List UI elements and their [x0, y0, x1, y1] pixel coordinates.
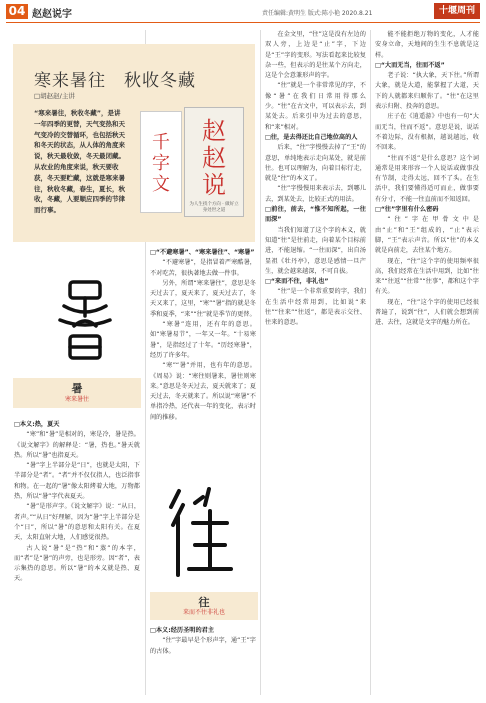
subheading: □“大而无当，往而不返” — [375, 61, 445, 69]
subheading: □往，是去得还比自己地位高的人 — [265, 133, 358, 141]
article-column-3 — [265, 30, 366, 698]
book-cover-back — [140, 111, 182, 213]
paragraph: “暑”是形声字。《说文解字》说：“从日，者声。”“从日”好理解，因为“暑”字上半部分是个“日”，所以“暑”的意思和太阳有关。在夏天，太阳直射大地，人们感觉很热。 — [14, 503, 140, 542]
paragraph: 老子说：“执大象，天下往。”所谓大象，就是大道，能掌握了大道，天下的人就都来归顺你了。“往”在这里表示归附、投奔的意思。 — [375, 72, 479, 111]
column-divider — [370, 30, 371, 695]
paragraph: “暑”字上半部分是“日”，也就是太阳，下半部分是“者”。“者”并不仅仅指人，也泛指事和物。在一起的“暑”像太阳烤着大地，万物都热，所以“暑”字代表夏天。 — [14, 462, 140, 501]
paragraph: 现在，“往”这个字的使用已经很普遍了，说到“往”，人们就会想到前进、去往，这就是文字的魅力所在。 — [375, 298, 479, 327]
subheading: □本义:经历圣明的君主 — [150, 627, 215, 634]
caption-character: 暑 — [71, 382, 83, 395]
paragraph: 在金文里，“往”这是没有左边的双人旁，上边是“止”字，下边是“王”字的变形。写法看起来比较复杂一些，但表示的是往某个方向走，这是个会意兼形声的字。 — [265, 31, 366, 80]
page-header — [0, 0, 486, 22]
caption-phrase: 来而不往非礼也 — [182, 609, 225, 616]
paragraph: 后来，“往”字慢慢去掉了“王”的意思，单纯地表示走向某处，就是前往。也可以理解为，向着目标行走，就是“往”的本义了。 — [265, 144, 366, 183]
caption-character: 往 — [198, 596, 210, 609]
paragraph: 现在，“往”这个字的使用频率很高，我们经常在生活中用到，比如“往来”“往返”“往常”“往事”，都和这个字有关。 — [375, 257, 479, 296]
paragraph: 当我们知道了这个字的本义，就知道“往”是往前走，向着某个目标前进，不能退缩。“一往而深”，出自汤显祖《牡丹亭》，意思是感情一旦产生，就会越来越深，不可自拔。 — [265, 226, 366, 275]
caption-phrase: 寒来暑往 — [64, 396, 89, 403]
book-cover-image — [140, 107, 245, 215]
book-title-left: 千字文 — [152, 132, 170, 195]
header-rule — [6, 22, 480, 23]
paragraph: 古人说“暑”是“热”和“蒸”的本字，而“者”是“暑”的声旁，也是形旁。因“者”，表示集热的意思。所以“暑”的本义就是热、夏天。 — [14, 544, 140, 583]
article-column-4 — [375, 30, 479, 698]
subheading: □前往，前去，“惟不知所起，一往而深” — [265, 206, 366, 224]
subheading: □本义:热，夏天 — [14, 421, 60, 428]
paragraph: “寒暑”连用，还有年的意思。如“寒暑易节”，一年又一年。“十易寒暑”，是指经过了十年。“历经寒暑”，经历了许多年。 — [150, 321, 256, 359]
article-column-2-continued — [150, 626, 256, 698]
subheading: □“往”字里有什么密码 — [375, 206, 439, 214]
paragraph: “往”就是一个非常常见的字，不像“暑”在我们日常用得那么少。“往”在古文中，可以表示去，到某处去。后来引申为过去的意思，和“来”相对。 — [265, 82, 366, 131]
article-column-2 — [150, 248, 256, 480]
paragraph: “寒”和“暑”是相对的，寒是冷，暑是热。《说文解字》的解释是：“暑，热也。”暑天就热。所以“暑”也指夏天。 — [14, 431, 140, 459]
book-subtitle: 为人生找个方向 · 做好立身处世之道 — [189, 202, 239, 213]
paragraph: “不避寒暑”，是指冒着严寒酷暑，不对吃苦，很执著地去做一件事。 — [150, 259, 256, 277]
section-title: 赵赵说字 — [32, 9, 72, 20]
paragraph: “寒”“暑”并用，也有年的意思。《周易》说：“寒往则暑来，暑往则寒来。”意思是冬天过去，夏天就来了；夏天过去，冬天就来了。所以说“寒暑”不单指冷热，还代表一年的变化，表示时间的推移。 — [150, 362, 256, 421]
column-divider — [260, 30, 261, 695]
paragraph: 能不能拒绝万物的变化，人才能安身立命，天地间的生生不息就是这样。 — [375, 31, 479, 59]
article-title: 寒来暑往 秋收冬藏 — [34, 71, 196, 91]
book-title-right: 赵赵说 — [202, 117, 226, 199]
seal-script-shu-icon — [50, 276, 120, 366]
page-number: 04 — [6, 4, 28, 19]
paragraph: 庄子在《逍遥游》中也有一句“大而无当，往而不返”。意思是说，说话不着边际，没有根据，越说越远，收不回来。 — [375, 113, 479, 152]
paragraph: “往”字慢慢用来表示去，到哪儿去，到某处去，比较正式的用法。 — [265, 185, 366, 203]
paragraph: “往”字最早是个形声字，通“王”字的古体。 — [150, 637, 256, 655]
article-column-1 — [14, 420, 140, 698]
paragraph: “往而不返”是什么意思？这个词通常是用来形容一个人说话或做事没有节制，走得太远，回不了头。在生活中，我们要懂得适可而止，做事要有分寸，不能一往直前而不知返回。 — [375, 154, 479, 203]
subheading: □“不避寒暑”、“寒来暑往”、“寒暑” — [150, 249, 255, 256]
brand-logo: 十堰周刊 — [434, 3, 480, 19]
ancient-script-wang-icon — [165, 483, 235, 583]
article-author: □胡赵赵/主讲 — [34, 92, 75, 100]
paragraph: “往”字在甲骨文中是由“止”和“王”组成的，“止”表示脚，“王”表示声音。所以“往”的本义就是向前走，去往某个地方。 — [375, 216, 479, 255]
subheading: □“来而不往，非礼也” — [265, 278, 329, 286]
editor-credits: 责任编辑:黄明生 版式:陈小艳 2020.8.21 — [262, 10, 373, 17]
article-lead: “寒来暑往，秋收冬藏”，是讲一年四季的更替，天气变热和天气变冷的交替循环，也包括秋天和冬天的状态，从人体的角度来说，秋天最收敛，冬天最闭藏。从农业的角度来说，秋天要收获，冬天要贮藏，这就是寒来暑往，秋收冬藏，春生，夏长，秋收，冬藏，人要顺应四季的节律而行事。 — [34, 109, 125, 215]
paragraph: “往”是一个非常重要的字，我们在生活中经常用到，比如说“来往”“往来”“往返”，都是表示交往、往来的意思。 — [265, 288, 366, 327]
paragraph: 另外，所谓“寒来暑往”，意思是冬天过去了，夏天来了，夏天过去了，冬天又来了，这里，“寒”“暑”指的就是冬季和夏季，“来”“往”就是季节的更替。 — [150, 279, 256, 318]
book-cover-front — [184, 107, 244, 217]
